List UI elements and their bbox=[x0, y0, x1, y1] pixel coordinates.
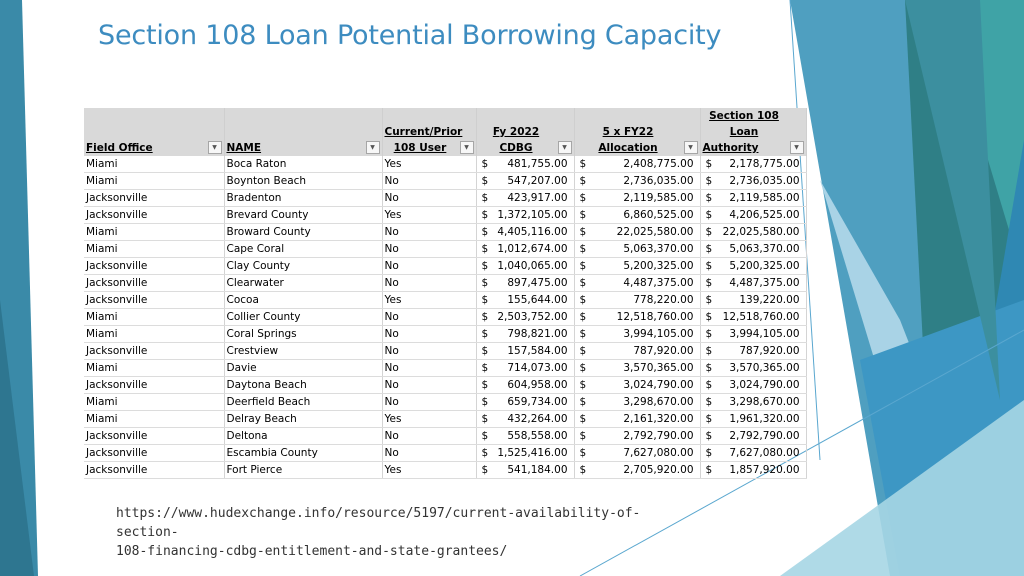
header-authority-bottom: Authority bbox=[702, 142, 759, 154]
filter-dropdown-icon[interactable]: ▼ bbox=[460, 141, 474, 154]
cell-authority-value: 2,119,585.00 bbox=[729, 192, 800, 204]
header-alloc-label: 5 x FY22 Allocation bbox=[598, 126, 658, 154]
cell-allocation bbox=[574, 394, 700, 411]
cell-fy2022-cdbg-value: 541,184.00 bbox=[507, 464, 568, 476]
cell-current-prior-user: No bbox=[382, 258, 476, 275]
cell-authority bbox=[700, 360, 806, 377]
cell-fy2022-cdbg bbox=[476, 462, 574, 479]
cell-allocation bbox=[574, 462, 700, 479]
cell-name: Coral Springs bbox=[224, 326, 382, 343]
currency-symbol: $ bbox=[705, 413, 713, 425]
currency-symbol: $ bbox=[481, 413, 489, 425]
cell-authority bbox=[700, 462, 806, 479]
cell-fy2022-cdbg-value: 714,073.00 bbox=[507, 362, 568, 374]
cell-authority bbox=[700, 411, 806, 428]
table-row bbox=[84, 309, 806, 326]
currency-symbol: $ bbox=[705, 175, 713, 187]
currency-symbol: $ bbox=[705, 260, 713, 272]
cell-fy2022-cdbg bbox=[476, 173, 574, 190]
cell-allocation bbox=[574, 445, 700, 462]
cell-field-office: Jacksonville bbox=[84, 207, 224, 224]
cell-fy2022-cdbg bbox=[476, 207, 574, 224]
currency-symbol: $ bbox=[579, 379, 587, 391]
cell-authority-value: 5,200,325.00 bbox=[729, 260, 800, 272]
cell-allocation bbox=[574, 292, 700, 309]
borrowing-capacity-table bbox=[84, 108, 807, 479]
filter-dropdown-icon[interactable]: ▼ bbox=[366, 141, 380, 154]
cell-fy2022-cdbg bbox=[476, 156, 574, 173]
cell-field-office: Miami bbox=[84, 156, 224, 173]
filter-dropdown-icon[interactable]: ▼ bbox=[208, 141, 222, 154]
cell-current-prior-user: No bbox=[382, 360, 476, 377]
currency-symbol: $ bbox=[705, 447, 713, 459]
currency-symbol: $ bbox=[705, 311, 713, 323]
cell-fy2022-cdbg-value: 558,558.00 bbox=[507, 430, 568, 442]
cell-fy2022-cdbg bbox=[476, 258, 574, 275]
cell-fy2022-cdbg-value: 2,503,752.00 bbox=[497, 311, 568, 323]
cell-allocation bbox=[574, 224, 700, 241]
header-authority-top: Section 108 Loan bbox=[709, 110, 779, 138]
cell-field-office: Miami bbox=[84, 360, 224, 377]
currency-symbol: $ bbox=[481, 430, 489, 442]
cell-authority bbox=[700, 207, 806, 224]
cell-authority-value: 4,206,525.00 bbox=[729, 209, 800, 221]
currency-symbol: $ bbox=[481, 260, 489, 272]
currency-symbol: $ bbox=[579, 447, 587, 459]
table-row bbox=[84, 173, 806, 190]
cell-authority bbox=[700, 445, 806, 462]
cell-name: Boca Raton bbox=[224, 156, 382, 173]
filter-dropdown-icon[interactable]: ▼ bbox=[558, 141, 572, 154]
cell-name: Boynton Beach bbox=[224, 173, 382, 190]
cell-authority bbox=[700, 190, 806, 207]
cell-allocation bbox=[574, 207, 700, 224]
cell-current-prior-user: No bbox=[382, 394, 476, 411]
cell-fy2022-cdbg bbox=[476, 309, 574, 326]
cell-field-office: Miami bbox=[84, 326, 224, 343]
cell-allocation-value: 2,119,585.00 bbox=[623, 192, 694, 204]
cell-allocation-value: 2,161,320.00 bbox=[623, 413, 694, 425]
cell-fy2022-cdbg-value: 897,475.00 bbox=[507, 277, 568, 289]
cell-name: Collier County bbox=[224, 309, 382, 326]
cell-fy2022-cdbg bbox=[476, 377, 574, 394]
currency-symbol: $ bbox=[705, 209, 713, 221]
cell-name: Davie bbox=[224, 360, 382, 377]
currency-symbol: $ bbox=[705, 379, 713, 391]
cell-fy2022-cdbg bbox=[476, 360, 574, 377]
cell-field-office: Jacksonville bbox=[84, 275, 224, 292]
cell-field-office: Miami bbox=[84, 224, 224, 241]
currency-symbol: $ bbox=[705, 430, 713, 442]
cell-fy2022-cdbg-value: 157,584.00 bbox=[507, 345, 568, 357]
currency-symbol: $ bbox=[481, 328, 489, 340]
cell-fy2022-cdbg-value: 1,525,416.00 bbox=[497, 447, 568, 459]
currency-symbol: $ bbox=[481, 311, 489, 323]
currency-symbol: $ bbox=[579, 226, 587, 238]
cell-fy2022-cdbg bbox=[476, 394, 574, 411]
table-row bbox=[84, 190, 806, 207]
header-current-prior-bottom: 108 User bbox=[393, 142, 447, 154]
currency-symbol: $ bbox=[481, 226, 489, 238]
cell-authority bbox=[700, 156, 806, 173]
cell-fy2022-cdbg bbox=[476, 411, 574, 428]
currency-symbol: $ bbox=[579, 396, 587, 408]
cell-field-office: Jacksonville bbox=[84, 445, 224, 462]
cell-current-prior-user: No bbox=[382, 309, 476, 326]
cell-authority bbox=[700, 275, 806, 292]
cell-name: Fort Pierce bbox=[224, 462, 382, 479]
table-row bbox=[84, 360, 806, 377]
cell-current-prior-user: No bbox=[382, 377, 476, 394]
cell-fy2022-cdbg-value: 4,405,116.00 bbox=[497, 226, 568, 238]
table-row bbox=[84, 241, 806, 258]
currency-symbol: $ bbox=[481, 464, 489, 476]
cell-authority bbox=[700, 394, 806, 411]
table-row bbox=[84, 394, 806, 411]
cell-allocation bbox=[574, 309, 700, 326]
cell-name: Brevard County bbox=[224, 207, 382, 224]
currency-symbol: $ bbox=[579, 362, 587, 374]
table-row bbox=[84, 377, 806, 394]
cell-allocation bbox=[574, 377, 700, 394]
currency-symbol: $ bbox=[481, 396, 489, 408]
table-row bbox=[84, 445, 806, 462]
cell-fy2022-cdbg-value: 432,264.00 bbox=[507, 413, 568, 425]
cell-allocation-value: 3,994,105.00 bbox=[623, 328, 694, 340]
cell-authority-value: 1,857,920.00 bbox=[729, 464, 800, 476]
cell-allocation-value: 22,025,580.00 bbox=[616, 226, 694, 238]
cell-authority-value: 7,627,080.00 bbox=[729, 447, 800, 459]
cell-current-prior-user: No bbox=[382, 173, 476, 190]
table-row bbox=[84, 207, 806, 224]
cell-name: Delray Beach bbox=[224, 411, 382, 428]
cell-name: Clay County bbox=[224, 258, 382, 275]
cell-field-office: Jacksonville bbox=[84, 292, 224, 309]
cell-allocation-value: 3,570,365.00 bbox=[623, 362, 694, 374]
page-title: Section 108 Loan Potential Borrowing Capacity bbox=[98, 20, 722, 51]
currency-symbol: $ bbox=[579, 294, 587, 306]
cell-authority-value: 3,994,105.00 bbox=[729, 328, 800, 340]
cell-fy2022-cdbg-value: 481,755.00 bbox=[507, 158, 568, 170]
cell-allocation-value: 2,736,035.00 bbox=[623, 175, 694, 187]
cell-field-office: Jacksonville bbox=[84, 343, 224, 360]
cell-field-office: Jacksonville bbox=[84, 462, 224, 479]
cell-field-office: Jacksonville bbox=[84, 190, 224, 207]
cell-allocation bbox=[574, 343, 700, 360]
filter-dropdown-icon[interactable]: ▼ bbox=[684, 141, 698, 154]
currency-symbol: $ bbox=[579, 175, 587, 187]
header-name bbox=[224, 108, 382, 156]
header-field-office bbox=[84, 108, 224, 156]
table-row bbox=[84, 156, 806, 173]
currency-symbol: $ bbox=[481, 158, 489, 170]
cell-fy2022-cdbg bbox=[476, 445, 574, 462]
cell-authority bbox=[700, 428, 806, 445]
source-url-line-2[interactable]: 108-financing-cdbg-entitlement-and-state-grantees/ bbox=[116, 544, 508, 559]
currency-symbol: $ bbox=[481, 447, 489, 459]
cell-current-prior-user: Yes bbox=[382, 462, 476, 479]
cell-authority-value: 2,178,775.00 bbox=[729, 158, 800, 170]
currency-symbol: $ bbox=[705, 362, 713, 374]
currency-symbol: $ bbox=[481, 277, 489, 289]
header-authority bbox=[700, 108, 806, 156]
cell-allocation bbox=[574, 190, 700, 207]
cell-field-office: Jacksonville bbox=[84, 258, 224, 275]
cell-field-office: Miami bbox=[84, 394, 224, 411]
cell-authority bbox=[700, 309, 806, 326]
cell-allocation bbox=[574, 173, 700, 190]
cell-fy2022-cdbg bbox=[476, 275, 574, 292]
cell-current-prior-user: Yes bbox=[382, 207, 476, 224]
currency-symbol: $ bbox=[579, 413, 587, 425]
cell-name: Cape Coral bbox=[224, 241, 382, 258]
cell-authority-value: 4,487,375.00 bbox=[729, 277, 800, 289]
header-name-label: NAME bbox=[226, 142, 262, 154]
currency-symbol: $ bbox=[481, 192, 489, 204]
cell-authority-value: 3,298,670.00 bbox=[729, 396, 800, 408]
cell-current-prior-user: No bbox=[382, 343, 476, 360]
cell-fy2022-cdbg bbox=[476, 292, 574, 309]
currency-symbol: $ bbox=[579, 345, 587, 357]
table-row bbox=[84, 275, 806, 292]
cell-allocation-value: 12,518,760.00 bbox=[616, 311, 694, 323]
currency-symbol: $ bbox=[579, 311, 587, 323]
filter-dropdown-icon[interactable]: ▼ bbox=[790, 141, 804, 154]
cell-fy2022-cdbg-value: 604,958.00 bbox=[507, 379, 568, 391]
cell-fy2022-cdbg-value: 423,917.00 bbox=[507, 192, 568, 204]
currency-symbol: $ bbox=[481, 345, 489, 357]
cell-current-prior-user: Yes bbox=[382, 292, 476, 309]
table-row bbox=[84, 292, 806, 309]
header-allocation bbox=[574, 108, 700, 156]
table-row bbox=[84, 326, 806, 343]
currency-symbol: $ bbox=[579, 158, 587, 170]
currency-symbol: $ bbox=[481, 362, 489, 374]
cell-allocation-value: 6,860,525.00 bbox=[623, 209, 694, 221]
table-header-row bbox=[84, 108, 806, 156]
cell-authority-value: 22,025,580.00 bbox=[722, 226, 800, 238]
cell-allocation-value: 3,298,670.00 bbox=[623, 396, 694, 408]
table-row bbox=[84, 411, 806, 428]
cell-fy2022-cdbg bbox=[476, 190, 574, 207]
currency-symbol: $ bbox=[579, 328, 587, 340]
source-url-line-1[interactable]: https://www.hudexchange.info/resource/5197/current-availability-of-section- bbox=[116, 506, 641, 540]
cell-authority-value: 2,792,790.00 bbox=[729, 430, 800, 442]
cell-field-office: Jacksonville bbox=[84, 428, 224, 445]
cell-field-office: Miami bbox=[84, 411, 224, 428]
cell-field-office: Miami bbox=[84, 309, 224, 326]
currency-symbol: $ bbox=[579, 464, 587, 476]
cell-allocation bbox=[574, 258, 700, 275]
cell-authority bbox=[700, 258, 806, 275]
cell-fy2022-cdbg-value: 1,012,674.00 bbox=[497, 243, 568, 255]
cell-allocation bbox=[574, 241, 700, 258]
currency-symbol: $ bbox=[705, 396, 713, 408]
cell-allocation-value: 2,705,920.00 bbox=[623, 464, 694, 476]
cell-current-prior-user: No bbox=[382, 428, 476, 445]
cell-name: Bradenton bbox=[224, 190, 382, 207]
cell-authority-value: 3,024,790.00 bbox=[729, 379, 800, 391]
currency-symbol: $ bbox=[481, 243, 489, 255]
cell-allocation-value: 4,487,375.00 bbox=[623, 277, 694, 289]
cell-authority bbox=[700, 326, 806, 343]
cell-allocation-value: 5,063,370.00 bbox=[623, 243, 694, 255]
cell-name: Escambia County bbox=[224, 445, 382, 462]
cell-name: Cocoa bbox=[224, 292, 382, 309]
cell-name: Clearwater bbox=[224, 275, 382, 292]
currency-symbol: $ bbox=[579, 243, 587, 255]
currency-symbol: $ bbox=[579, 277, 587, 289]
cell-authority-value: 1,961,320.00 bbox=[729, 413, 800, 425]
cell-authority-value: 139,220.00 bbox=[739, 294, 800, 306]
currency-symbol: $ bbox=[705, 158, 713, 170]
cell-fy2022-cdbg bbox=[476, 241, 574, 258]
cell-authority bbox=[700, 343, 806, 360]
currency-symbol: $ bbox=[705, 464, 713, 476]
currency-symbol: $ bbox=[705, 328, 713, 340]
cell-name: Daytona Beach bbox=[224, 377, 382, 394]
currency-symbol: $ bbox=[705, 294, 713, 306]
cell-current-prior-user: Yes bbox=[382, 156, 476, 173]
cell-authority-value: 3,570,365.00 bbox=[729, 362, 800, 374]
cell-fy2022-cdbg-value: 547,207.00 bbox=[507, 175, 568, 187]
cell-allocation-value: 778,220.00 bbox=[633, 294, 694, 306]
cell-allocation-value: 7,627,080.00 bbox=[623, 447, 694, 459]
header-current-prior-top: Current/Prior bbox=[384, 126, 463, 138]
currency-symbol: $ bbox=[705, 192, 713, 204]
cell-allocation-value: 787,920.00 bbox=[633, 345, 694, 357]
currency-symbol: $ bbox=[481, 294, 489, 306]
cell-allocation bbox=[574, 275, 700, 292]
cell-name: Deltona bbox=[224, 428, 382, 445]
cell-current-prior-user: No bbox=[382, 445, 476, 462]
cell-name: Deerfield Beach bbox=[224, 394, 382, 411]
cell-current-prior-user: No bbox=[382, 326, 476, 343]
cell-current-prior-user: No bbox=[382, 275, 476, 292]
cell-allocation bbox=[574, 156, 700, 173]
cell-allocation bbox=[574, 360, 700, 377]
cell-fy2022-cdbg-value: 659,734.00 bbox=[507, 396, 568, 408]
cell-authority bbox=[700, 377, 806, 394]
table-row bbox=[84, 343, 806, 360]
currency-symbol: $ bbox=[481, 379, 489, 391]
cell-fy2022-cdbg bbox=[476, 428, 574, 445]
cell-authority bbox=[700, 241, 806, 258]
cell-authority bbox=[700, 173, 806, 190]
table-row bbox=[84, 462, 806, 479]
cell-allocation bbox=[574, 411, 700, 428]
currency-symbol: $ bbox=[579, 209, 587, 221]
currency-symbol: $ bbox=[579, 192, 587, 204]
cell-name: Broward County bbox=[224, 224, 382, 241]
cell-fy2022-cdbg-value: 1,372,105.00 bbox=[497, 209, 568, 221]
cell-allocation-value: 2,792,790.00 bbox=[623, 430, 694, 442]
cell-authority bbox=[700, 224, 806, 241]
header-fy2022-label: Fy 2022 CDBG bbox=[492, 126, 540, 154]
cell-fy2022-cdbg bbox=[476, 343, 574, 360]
currency-symbol: $ bbox=[705, 226, 713, 238]
cell-authority-value: 2,736,035.00 bbox=[729, 175, 800, 187]
cell-fy2022-cdbg-value: 155,644.00 bbox=[507, 294, 568, 306]
cell-current-prior-user: No bbox=[382, 190, 476, 207]
header-fy2022-cdbg bbox=[476, 108, 574, 156]
header-field-office-label: Field Office bbox=[86, 142, 153, 154]
cell-current-prior-user: No bbox=[382, 241, 476, 258]
cell-current-prior-user: No bbox=[382, 224, 476, 241]
cell-name: Crestview bbox=[224, 343, 382, 360]
cell-fy2022-cdbg-value: 1,040,065.00 bbox=[497, 260, 568, 272]
cell-allocation-value: 5,200,325.00 bbox=[623, 260, 694, 272]
currency-symbol: $ bbox=[579, 260, 587, 272]
cell-authority-value: 12,518,760.00 bbox=[722, 311, 800, 323]
cell-field-office: Miami bbox=[84, 241, 224, 258]
cell-authority-value: 787,920.00 bbox=[739, 345, 800, 357]
cell-field-office: Jacksonville bbox=[84, 377, 224, 394]
header-current-prior bbox=[382, 108, 476, 156]
cell-allocation-value: 3,024,790.00 bbox=[623, 379, 694, 391]
cell-fy2022-cdbg-value: 798,821.00 bbox=[507, 328, 568, 340]
cell-allocation bbox=[574, 326, 700, 343]
source-url[interactable] bbox=[116, 504, 676, 561]
cell-current-prior-user: Yes bbox=[382, 411, 476, 428]
currency-symbol: $ bbox=[579, 430, 587, 442]
cell-fy2022-cdbg bbox=[476, 224, 574, 241]
currency-symbol: $ bbox=[481, 209, 489, 221]
cell-allocation bbox=[574, 428, 700, 445]
table-row bbox=[84, 224, 806, 241]
table-row bbox=[84, 428, 806, 445]
currency-symbol: $ bbox=[705, 277, 713, 289]
currency-symbol: $ bbox=[705, 243, 713, 255]
currency-symbol: $ bbox=[481, 175, 489, 187]
currency-symbol: $ bbox=[705, 345, 713, 357]
cell-fy2022-cdbg bbox=[476, 326, 574, 343]
cell-authority-value: 5,063,370.00 bbox=[729, 243, 800, 255]
cell-allocation-value: 2,408,775.00 bbox=[623, 158, 694, 170]
table-row bbox=[84, 258, 806, 275]
cell-field-office: Miami bbox=[84, 173, 224, 190]
cell-authority bbox=[700, 292, 806, 309]
